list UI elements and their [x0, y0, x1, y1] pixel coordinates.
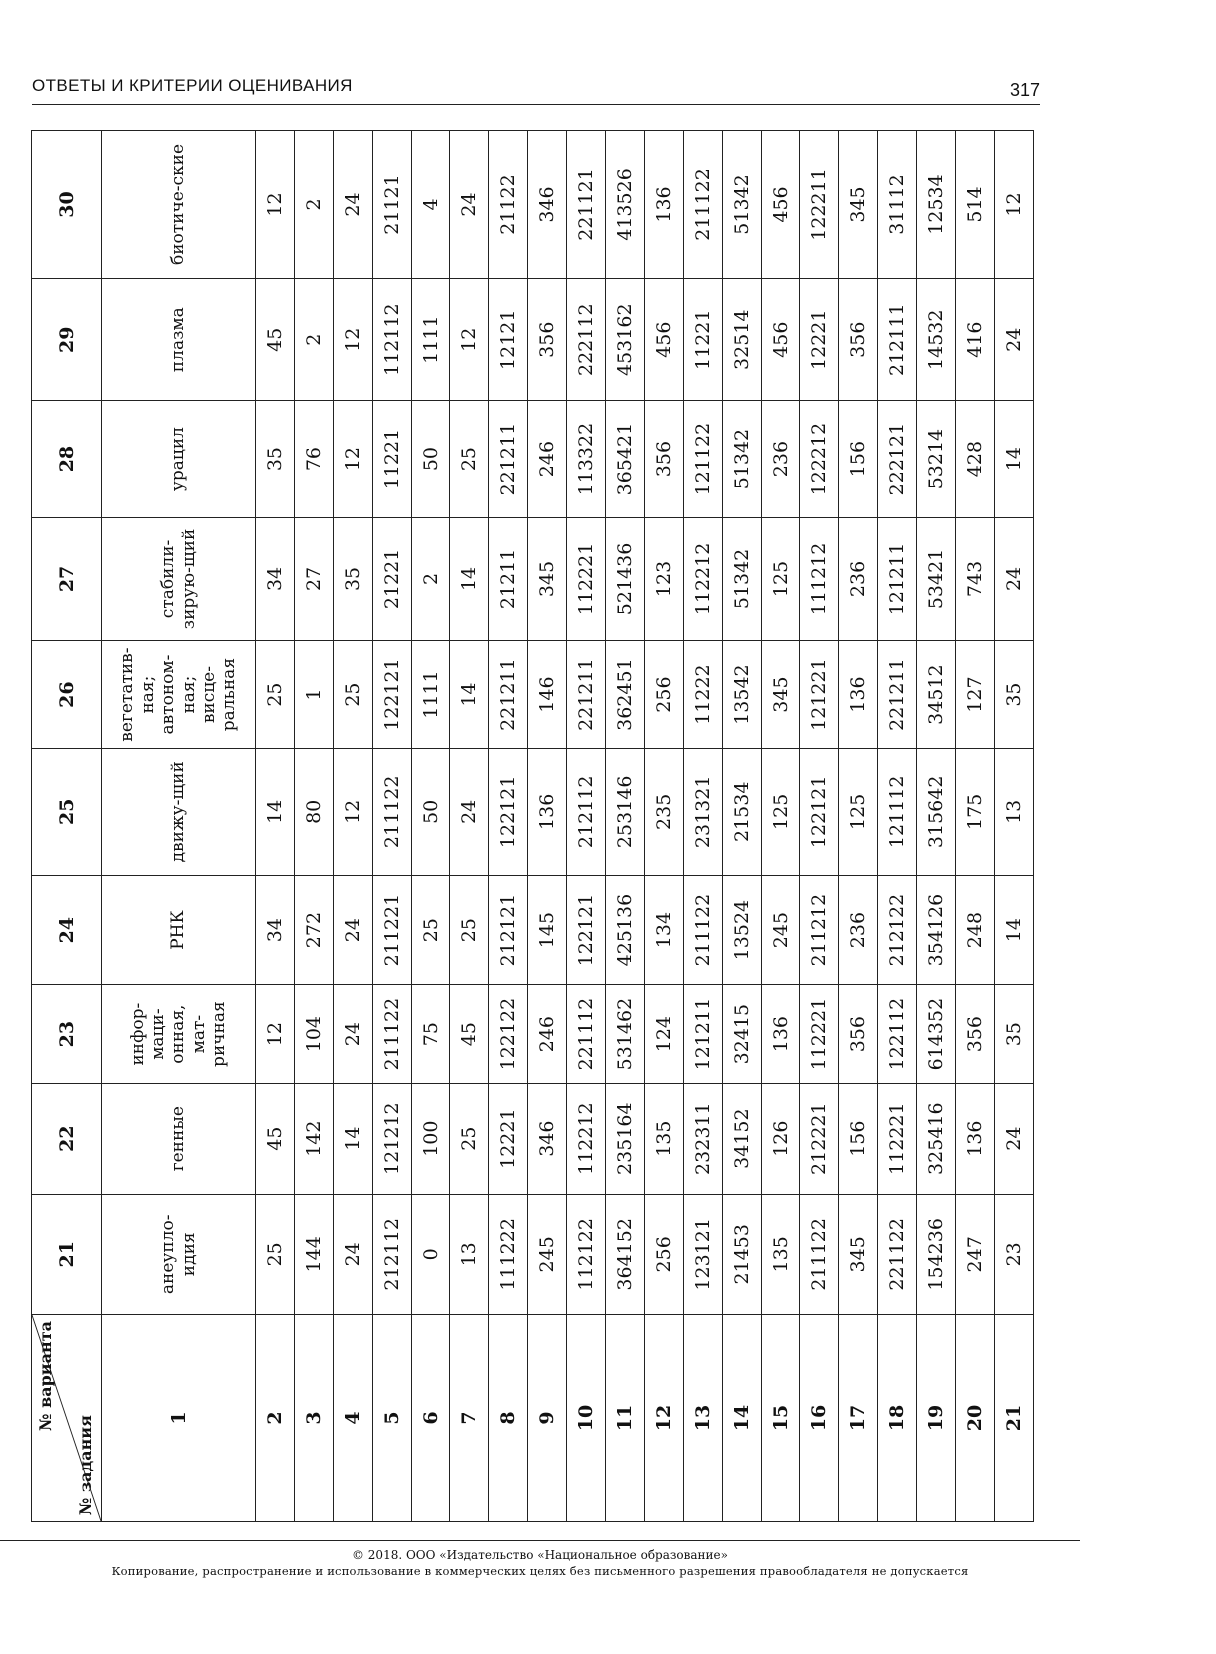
row-label: 6: [411, 1315, 450, 1522]
task-label: № задания: [76, 1415, 95, 1515]
table-cell: 144: [294, 1194, 333, 1314]
page-number: 317: [1009, 80, 1040, 100]
table-cell: 21122: [489, 131, 528, 279]
row-label: 9: [528, 1315, 567, 1522]
table-cell: 25: [333, 641, 372, 749]
table-cell: 121211: [683, 985, 722, 1083]
table-cell: 345: [528, 517, 567, 641]
table-cell: 456: [644, 278, 683, 401]
table-cell: 221122: [878, 1194, 917, 1314]
table-cell: 12: [333, 278, 372, 401]
table-cell: 221112: [567, 985, 606, 1083]
table-cell: 222121: [878, 401, 917, 517]
table-cell: 21221: [372, 517, 411, 641]
table-cell: 135: [644, 1083, 683, 1194]
table-cell: 24: [994, 278, 1033, 401]
table-cell: 362451: [606, 641, 645, 749]
table-cell: 24: [994, 517, 1033, 641]
table-cell: 113322: [567, 401, 606, 517]
table-cell: 122121: [567, 875, 606, 985]
table-row: [839, 131, 878, 1522]
table-cell: 32514: [722, 278, 761, 401]
table-cell: 365421: [606, 401, 645, 517]
table-cell: 356: [528, 278, 567, 401]
table-cell: 14: [256, 748, 295, 875]
table-cell: 175: [956, 748, 995, 875]
row-label: 4: [333, 1315, 372, 1522]
table-cell: 122212: [800, 401, 839, 517]
table-cell: 212121: [489, 875, 528, 985]
column-header: 29: [32, 278, 102, 401]
table-cell: 12534: [917, 131, 956, 279]
table-cell: 614352: [917, 985, 956, 1083]
table-cell: 246: [528, 401, 567, 517]
table-cell: 122121: [372, 641, 411, 749]
table-cell: вегетатив-ная; автоном-ная; висце-ральная: [102, 641, 256, 749]
row-label: 10: [567, 1315, 606, 1522]
row-label: 7: [450, 1315, 489, 1522]
table-cell: 154236: [917, 1194, 956, 1314]
table-cell: 222112: [567, 278, 606, 401]
table-cell: 21453: [722, 1194, 761, 1314]
table-cell: 136: [956, 1083, 995, 1194]
table-cell: 142: [294, 1083, 333, 1194]
table-cell: 231321: [683, 748, 722, 875]
table-cell: 156: [839, 401, 878, 517]
table-cell: 14: [450, 641, 489, 749]
table-cell: 13542: [722, 641, 761, 749]
table-cell: 24: [450, 131, 489, 279]
table-cell: 256: [644, 641, 683, 749]
table-cell: 112122: [567, 1194, 606, 1314]
table-cell: 425136: [606, 875, 645, 985]
table-cell: 123: [644, 517, 683, 641]
table-cell: 45: [450, 985, 489, 1083]
table-cell: 24: [333, 131, 372, 279]
table-cell: 235164: [606, 1083, 645, 1194]
table-cell: 248: [956, 875, 995, 985]
table-cell: 364152: [606, 1194, 645, 1314]
table-cell: 11222: [683, 641, 722, 749]
row-label: 2: [256, 1315, 295, 1522]
table-cell: 453162: [606, 278, 645, 401]
table-cell: 112112: [372, 278, 411, 401]
table-cell: 211122: [800, 1194, 839, 1314]
table-cell: 346: [528, 131, 567, 279]
table-cell: 413526: [606, 131, 645, 279]
table-cell: 221211: [878, 641, 917, 749]
table-cell: 104: [294, 985, 333, 1083]
table-cell: 13: [450, 1194, 489, 1314]
row-label: 1: [102, 1315, 256, 1522]
table-cell: 122211: [800, 131, 839, 279]
table-cell: 111212: [800, 517, 839, 641]
table-cell: 346: [528, 1083, 567, 1194]
table-cell: 121112: [878, 748, 917, 875]
table-cell: 34152: [722, 1083, 761, 1194]
table-cell: анеупло-идия: [102, 1194, 256, 1314]
table-cell: 12: [256, 131, 295, 279]
table-row: [567, 131, 606, 1522]
table-cell: 12: [450, 278, 489, 401]
row-label: 12: [644, 1315, 683, 1522]
table-cell: 21211: [489, 517, 528, 641]
table-cell: урацил: [102, 401, 256, 517]
table-cell: 134: [644, 875, 683, 985]
table-cell: 80: [294, 748, 333, 875]
table-cell: 212122: [878, 875, 917, 985]
column-header: 27: [32, 517, 102, 641]
table-cell: 211221: [372, 875, 411, 985]
table-cell: 112221: [567, 517, 606, 641]
table-cell: 51342: [722, 131, 761, 279]
table-cell: 51342: [722, 517, 761, 641]
table-row: [372, 131, 411, 1522]
table-row: [333, 131, 372, 1522]
table-cell: 12: [256, 985, 295, 1083]
column-header: 21: [32, 1194, 102, 1314]
table-cell: 27: [294, 517, 333, 641]
table-cell: 126: [761, 1083, 800, 1194]
table-cell: 521436: [606, 517, 645, 641]
table-cell: 247: [956, 1194, 995, 1314]
table-cell: 236: [839, 517, 878, 641]
table-cell: 12: [333, 401, 372, 517]
row-label: 16: [800, 1315, 839, 1522]
table-cell: 145: [528, 875, 567, 985]
table-cell: 122121: [800, 748, 839, 875]
table-cell: 121211: [878, 517, 917, 641]
table-cell: 25: [256, 1194, 295, 1314]
table-cell: 34: [256, 875, 295, 985]
column-header: 22: [32, 1083, 102, 1194]
table-cell: 12221: [800, 278, 839, 401]
table-cell: 24: [333, 1194, 372, 1314]
table-cell: 12121: [489, 278, 528, 401]
table-cell: 112212: [683, 517, 722, 641]
row-label: 8: [489, 1315, 528, 1522]
table-cell: биотиче-ские: [102, 131, 256, 279]
table-cell: 25: [450, 1083, 489, 1194]
header-row: [32, 131, 102, 1522]
table-cell: 25: [450, 875, 489, 985]
table-cell: 45: [256, 1083, 295, 1194]
row-label: 15: [761, 1315, 800, 1522]
table-cell: 356: [644, 401, 683, 517]
table-cell: 156: [839, 1083, 878, 1194]
table-cell: 236: [839, 875, 878, 985]
table-cell: 211122: [372, 748, 411, 875]
table-cell: 514: [956, 131, 995, 279]
table-cell: 24: [450, 748, 489, 875]
table-cell: 50: [411, 401, 450, 517]
table-cell: 25: [411, 875, 450, 985]
table-cell: 345: [839, 131, 878, 279]
row-label: 19: [917, 1315, 956, 1522]
table-cell: 35: [256, 401, 295, 517]
table-cell: 11221: [372, 401, 411, 517]
table-cell: 51342: [722, 401, 761, 517]
table-cell: 21534: [722, 748, 761, 875]
column-header: 28: [32, 401, 102, 517]
table-cell: 100: [411, 1083, 450, 1194]
column-header: 30: [32, 131, 102, 279]
table-cell: 34512: [917, 641, 956, 749]
table-cell: 221211: [489, 641, 528, 749]
column-header: 26: [32, 641, 102, 749]
column-header: 24: [32, 875, 102, 985]
running-title: ОТВЕТЫ И КРИТЕРИИ ОЦЕНИВАНИЯ: [32, 76, 353, 95]
table-cell: 211122: [372, 985, 411, 1083]
table-cell: 325416: [917, 1083, 956, 1194]
table-cell: 32415: [722, 985, 761, 1083]
table-cell: 124: [644, 985, 683, 1083]
answers-table: [31, 130, 1034, 1522]
table-cell: плазма: [102, 278, 256, 401]
table-cell: 456: [761, 278, 800, 401]
table-cell: 1111: [411, 278, 450, 401]
table-cell: 256: [644, 1194, 683, 1314]
table-row: [294, 131, 333, 1522]
column-header: 23: [32, 985, 102, 1083]
table-cell: стабили-зирую-щий: [102, 517, 256, 641]
table-cell: 14: [994, 401, 1033, 517]
table-cell: 136: [644, 131, 683, 279]
row-label: 14: [722, 1315, 761, 1522]
table-cell: 743: [956, 517, 995, 641]
table-row: [644, 131, 683, 1522]
table-row: [761, 131, 800, 1522]
table-cell: 25: [450, 401, 489, 517]
table-cell: 136: [528, 748, 567, 875]
row-label: 13: [683, 1315, 722, 1522]
table-cell: 211122: [683, 131, 722, 279]
table-cell: движу-щий: [102, 748, 256, 875]
table-cell: 24: [333, 985, 372, 1083]
table-cell: 24: [994, 1083, 1033, 1194]
variant-label: № варианта: [36, 1321, 55, 1431]
table-cell: 253146: [606, 748, 645, 875]
table-row: [102, 131, 256, 1522]
table-cell: 345: [761, 641, 800, 749]
table-cell: 112221: [878, 1083, 917, 1194]
row-label: 3: [294, 1315, 333, 1522]
table-cell: 245: [528, 1194, 567, 1314]
table-cell: 53214: [917, 401, 956, 517]
table-cell: 125: [761, 748, 800, 875]
table-cell: 31112: [878, 131, 917, 279]
table-cell: 146: [528, 641, 567, 749]
table-cell: 35: [333, 517, 372, 641]
table-cell: 2: [294, 131, 333, 279]
column-header: 25: [32, 748, 102, 875]
table-cell: 1111: [411, 641, 450, 749]
table-cell: 12: [994, 131, 1033, 279]
table-cell: 75: [411, 985, 450, 1083]
table-cell: 122122: [489, 985, 528, 1083]
table-row: [411, 131, 450, 1522]
table-row: [450, 131, 489, 1522]
table-row: [800, 131, 839, 1522]
table-cell: 13524: [722, 875, 761, 985]
table-cell: 135: [761, 1194, 800, 1314]
table-cell: 14: [450, 517, 489, 641]
table-cell: 50: [411, 748, 450, 875]
table-cell: 76: [294, 401, 333, 517]
table-cell: 125: [839, 748, 878, 875]
table-cell: 1: [294, 641, 333, 749]
copyright-line: © 2018. ООО «Издательство «Национальное образование»: [351, 1548, 728, 1562]
table-row: [683, 131, 722, 1522]
table-cell: 123121: [683, 1194, 722, 1314]
table-row: [489, 131, 528, 1522]
table-cell: 121221: [800, 641, 839, 749]
table-cell: 121212: [372, 1083, 411, 1194]
table-cell: 212112: [372, 1194, 411, 1314]
table-row: [528, 131, 567, 1522]
table-cell: 0: [411, 1194, 450, 1314]
table-cell: 428: [956, 401, 995, 517]
table-cell: 127: [956, 641, 995, 749]
table-cell: 122112: [878, 985, 917, 1083]
table-cell: 354126: [917, 875, 956, 985]
table-cell: 23: [994, 1194, 1033, 1314]
table-cell: 112212: [567, 1083, 606, 1194]
table-cell: 13: [994, 748, 1033, 875]
table-cell: 53421: [917, 517, 956, 641]
table-cell: 221211: [567, 641, 606, 749]
row-label: 11: [606, 1315, 645, 1522]
table-row: [878, 131, 917, 1522]
table-row: [256, 131, 295, 1522]
table-cell: 211212: [800, 875, 839, 985]
table-cell: 315642: [917, 748, 956, 875]
table-cell: 221121: [567, 131, 606, 279]
page-header: [32, 70, 1040, 105]
table-cell: инфор-маци-онная, мат-ричная: [102, 985, 256, 1083]
table-cell: 121122: [683, 401, 722, 517]
table-cell: 12221: [489, 1083, 528, 1194]
table-row: [722, 131, 761, 1522]
table-cell: 221211: [489, 401, 528, 517]
table-cell: 245: [761, 875, 800, 985]
row-label: 18: [878, 1315, 917, 1522]
table-cell: 24: [333, 875, 372, 985]
table-cell: 14: [994, 875, 1033, 985]
table-cell: 34: [256, 517, 295, 641]
table-cell: 456: [761, 131, 800, 279]
table-cell: 2: [294, 278, 333, 401]
table-cell: 45: [256, 278, 295, 401]
table-cell: 125: [761, 517, 800, 641]
table-cell: 111222: [489, 1194, 528, 1314]
table-cell: 4: [411, 131, 450, 279]
table-row: [994, 131, 1033, 1522]
table-cell: 14: [333, 1083, 372, 1194]
table-cell: 35: [994, 641, 1033, 749]
table-cell: 212112: [567, 748, 606, 875]
table-cell: 272: [294, 875, 333, 985]
table-cell: 136: [761, 985, 800, 1083]
table-row: [917, 131, 956, 1522]
table-cell: 531462: [606, 985, 645, 1083]
table-cell: 246: [528, 985, 567, 1083]
table-cell: 211122: [683, 875, 722, 985]
row-label: 21: [994, 1315, 1033, 1522]
row-label: 20: [956, 1315, 995, 1522]
table-cell: 35: [994, 985, 1033, 1083]
table-cell: 112221: [800, 985, 839, 1083]
table-cell: 356: [839, 278, 878, 401]
table-cell: 416: [956, 278, 995, 401]
table-cell: 345: [839, 1194, 878, 1314]
table-cell: 14532: [917, 278, 956, 401]
table-cell: 21121: [372, 131, 411, 279]
row-label: 17: [839, 1315, 878, 1522]
corner-cell: [32, 1315, 102, 1522]
table-cell: 232311: [683, 1083, 722, 1194]
table-cell: 236: [761, 401, 800, 517]
table-cell: 356: [956, 985, 995, 1083]
table-row: [606, 131, 645, 1522]
table-cell: генные: [102, 1083, 256, 1194]
table-cell: 2: [411, 517, 450, 641]
table-cell: РНК: [102, 875, 256, 985]
table-cell: 136: [839, 641, 878, 749]
table-cell: 122121: [489, 748, 528, 875]
table-cell: 12: [333, 748, 372, 875]
table-cell: 235: [644, 748, 683, 875]
table-row: [956, 131, 995, 1522]
table-cell: 212221: [800, 1083, 839, 1194]
copyright-notice: Копирование, распространение и использование в коммерческих целях без письменного разрешения правообладателя не допускается: [111, 1564, 969, 1578]
footer-rule: [0, 1540, 1080, 1541]
table-cell: 25: [256, 641, 295, 749]
table-cell: 212111: [878, 278, 917, 401]
table-cell: 356: [839, 985, 878, 1083]
row-label: 5: [372, 1315, 411, 1522]
answers-table-rotated: [31, 130, 1034, 1522]
table-cell: 11221: [683, 278, 722, 401]
